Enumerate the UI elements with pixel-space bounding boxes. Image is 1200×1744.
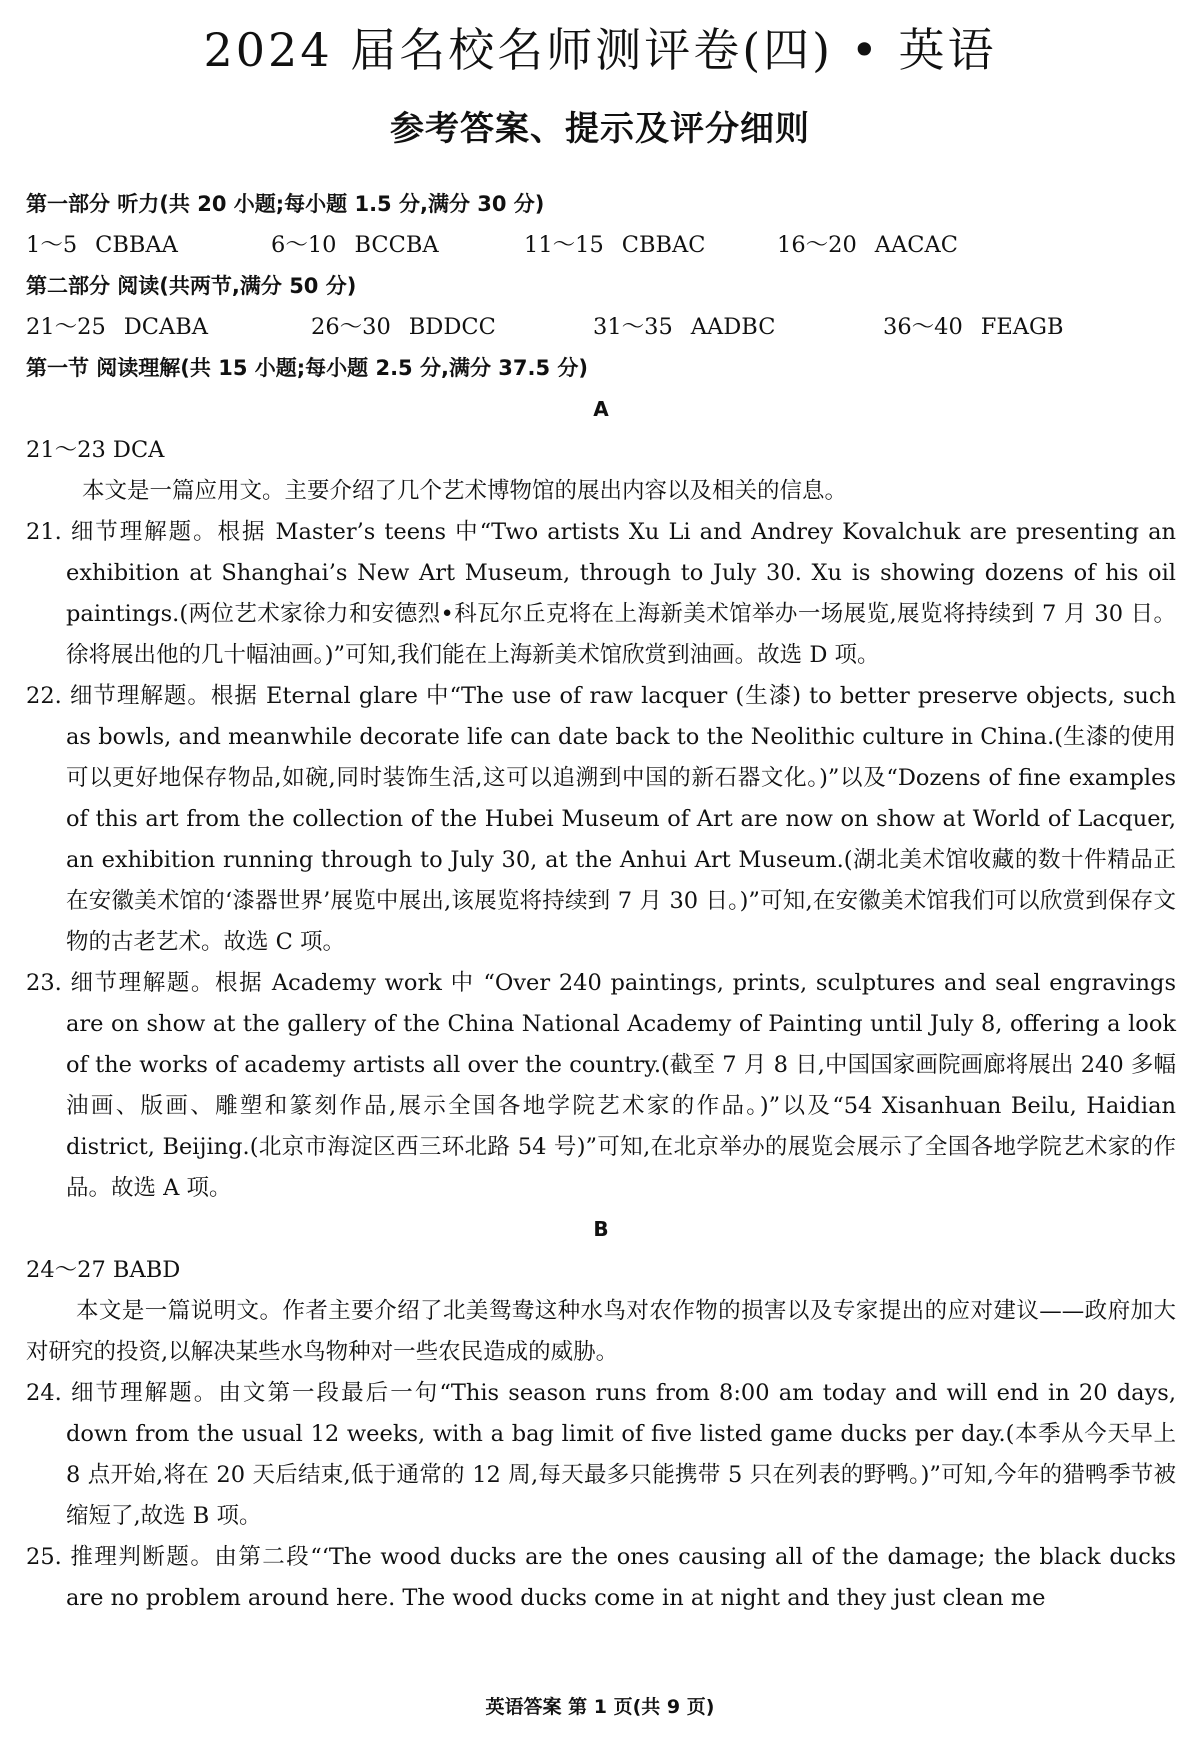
answer-group: 36～40 FEAGB	[883, 314, 1064, 340]
passage-a-label: A	[593, 397, 609, 421]
passage-b-label: B	[593, 1217, 609, 1241]
answer-group: 26～30 BDDCC	[311, 314, 496, 340]
question-23: 23. 细节理解题。根据 Academy work 中 “Over 240 paintings, prints, sculptures and seal engravings are on show at the gallery of the China National Academy of Painting until July 8, offering a look of the works of academy artists all over the country.(截至 7 月 8 日,中国国家画院画廊将展出 240 多幅油画、版画、雕塑和篆刻作品,展示全国各地学院艺术家的作品。)”以及“54 Xisanhuan Beilu, Haidian district, Beijing.(北京市海淀区西三环北路 54 号)”可知,在北京举办的展览会展示了全国各地学院艺术家的作品。故选 A 项。	[26, 970, 1176, 1201]
page-title: 2024 届名校名师测评卷(四) • 英语	[203, 23, 997, 77]
part1-answers	[26, 225, 1176, 266]
answer-group: 31～35 AADBC	[593, 314, 776, 340]
part2-heading: 第二部分 阅读(共两节,满分 50 分)	[26, 274, 357, 298]
question-25: 25. 推理判断题。由第二段“‘The wood ducks are the ones causing all of the damage; the black ducks are no problem around here. The wood ducks come in at night and they just clean me	[26, 1544, 1176, 1611]
passage-b-answers: 24～27 BABD	[26, 1257, 181, 1283]
question-24: 24. 细节理解题。由文第一段最后一句“This season runs from 8:00 am today and will end in 20 days, down from the usual 12 weeks, with a bag limit of five listed game ducks per day.(本季从今天早上 8 点开始,将在 20 天后结束,低于通常的 12 周,每天最多只能携带 5 只在列表的野鸭。)”可知,今年的猎鸭季节被缩短了,故选 B 项。	[26, 1380, 1176, 1529]
answer-group: 11～15 CBBAC	[524, 232, 706, 258]
question-22: 22. 细节理解题。根据 Eternal glare 中“The use of raw lacquer (生漆) to better preserve objects, such as bowls, and meanwhile decorate life can date back to the Neolithic culture in China.(生漆的使用可以更好地保存物品,如碗,同时装饰生活,这可以追溯到中国的新石器文化。)”以及“Dozens of fine examples of this art from the collection of the Hubei Museum of Art are now on show at World of Lacquer, an exhibition running through to July 30, at the Anhui Art Museum.(湖北美术馆收藏的数十件精品正在安徽美术馆的‘漆器世界’展览中展出,该展览将持续到 7 月 30 日。)”可知,在安徽美术馆我们可以欣赏到保存文物的古老艺术。故选 C 项。	[26, 683, 1176, 955]
passage-b-summary: 本文是一篇说明文。作者主要介绍了北美鸳鸯这种水鸟对农作物的损害以及专家提出的应对建议——政府加大对研究的投资,以解决某些水鸟物种对一些农民造成的威胁。	[26, 1298, 1176, 1365]
passage-a-answers: 21～23 DCA	[26, 437, 165, 463]
part2-answers	[26, 307, 1176, 348]
page-subtitle: 参考答案、提示及评分细则	[390, 109, 810, 149]
answer-group: 1～5 CBBAA	[26, 232, 178, 258]
passage-a-summary: 本文是一篇应用文。主要介绍了几个艺术博物馆的展出内容以及相关的信息。	[82, 478, 848, 504]
answer-group: 16～20 AACAC	[777, 232, 958, 258]
section1-heading: 第一节 阅读理解(共 15 小题;每小题 2.5 分,满分 37.5 分)	[26, 356, 588, 380]
question-21: 21. 细节理解题。根据 Master’s teens 中“Two artists Xu Li and Andrey Kovalchuk are presenting an exhibition at Shanghai’s New Art Museum, through to July 30. Xu is showing dozens of his oil paintings.(两位艺术家徐力和安德烈•科瓦尔丘克将在上海新美术馆举办一场展览,展览将持续到 7 月 30 日。徐将展出他的几十幅油画。)”可知,我们能在上海新美术馆欣赏到油画。故选 D 项。	[26, 519, 1176, 668]
content	[26, 184, 1176, 1619]
answer-group: 21～25 DCABA	[26, 314, 209, 340]
answer-group: 6～10 BCCBA	[271, 232, 439, 258]
part1-heading: 第一部分 听力(共 20 小题;每小题 1.5 分,满分 30 分)	[26, 192, 545, 216]
page-footer: 英语答案 第 1 页(共 9 页)	[485, 1696, 715, 1718]
